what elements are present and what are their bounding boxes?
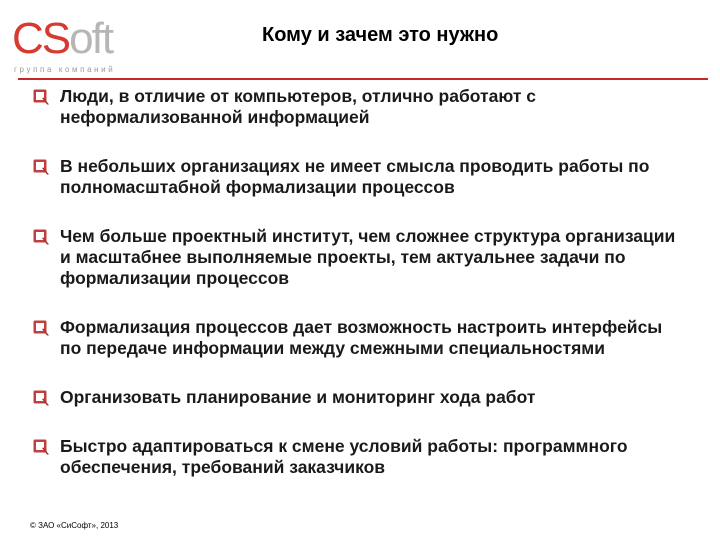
bullet-text: В небольших организациях не имеет смысла проводить работы по полномасштабной формализации процессов [60, 156, 650, 197]
bullet-text: Быстро адаптироваться к смене условий работы: программного обеспечения, требований заказчиков [60, 436, 628, 477]
checkbox-bullet-icon [32, 437, 49, 456]
checkbox-bullet-icon [32, 227, 49, 246]
bullet-text: Чем больше проектный институт, чем сложнее структура организации и масштабнее выполняемые проекты, тем актуальнее задачи по формализации процессов [60, 226, 676, 288]
bullet-item [30, 86, 680, 128]
checkbox-bullet-icon [32, 87, 49, 106]
logo-wordmark [12, 14, 112, 64]
checkbox-bullet-icon [32, 157, 49, 176]
bullet-text: Организовать планирование и мониторинг хода работ [60, 387, 536, 407]
checkbox-bullet-icon [32, 388, 49, 407]
copyright-footer: © ЗАО «СиСофт», 2013 [30, 521, 119, 530]
bullet-item [30, 317, 680, 359]
checkbox-bullet-icon [32, 318, 49, 337]
logo-wordmark-accent: CS [12, 14, 70, 63]
bullet-item [30, 156, 680, 198]
title-divider [18, 78, 708, 80]
logo-wordmark-rest: oft [69, 14, 113, 63]
slide-title: Кому и зачем это нужно [262, 24, 499, 46]
bullet-item [30, 436, 680, 478]
bullet-item [30, 226, 680, 289]
bullet-text: Люди, в отличие от компьютеров, отлично работают с неформализованной информацией [60, 86, 537, 127]
bullet-list [30, 86, 680, 478]
bullet-item [30, 387, 680, 408]
csoft-logo [12, 14, 122, 72]
logo-tagline: группа компаний [14, 65, 116, 74]
bullet-text: Формализация процессов дает возможность настроить интерфейсы по передаче информации между смежными специальностями [60, 317, 663, 358]
